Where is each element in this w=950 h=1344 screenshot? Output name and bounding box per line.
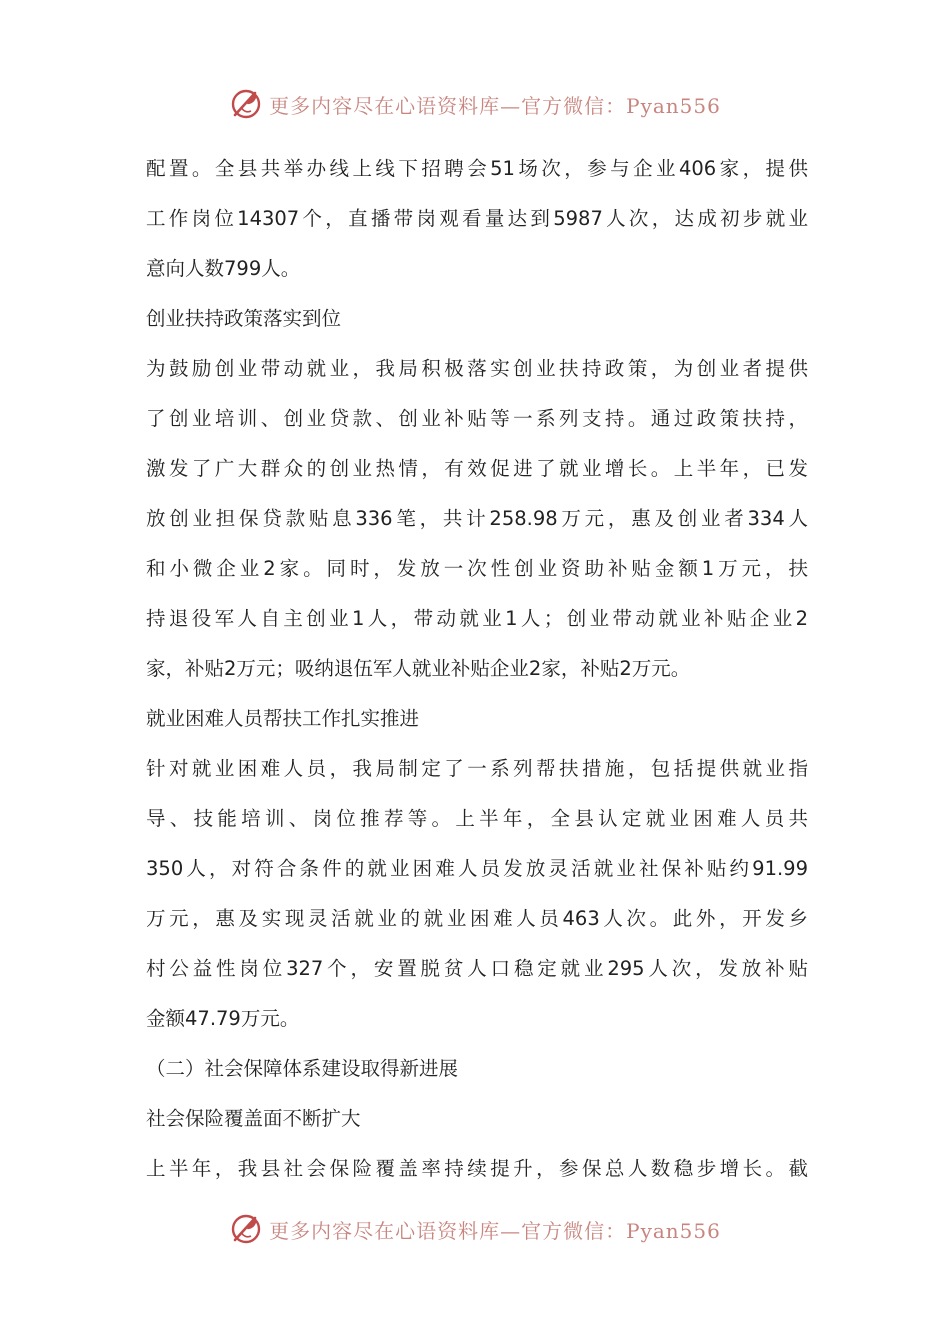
body-line-16: 万元，惠及实现灵活就业的就业困难人员463人次。此外，开发乡	[146, 907, 808, 930]
body-line-8: 放创业担保贷款贴息336笔，共计258.98万元，惠及创业者334人	[146, 507, 808, 530]
body-line-18: 金额47.79万元。	[146, 1007, 300, 1030]
footer-banner-text: 更多内容尽在心语资料库—官方微信：Pyan556	[269, 1218, 721, 1243]
body-line-1: 配置。全县共举办线上线下招聘会51场次，参与企业406家，提供	[146, 157, 808, 180]
body-line-6: 了创业培训、创业贷款、创业补贴等一系列支持。通过政策扶持，	[146, 407, 808, 430]
footer-banner	[0, 1209, 950, 1249]
body-line-10: 持退役军人自主创业1人，带动就业1人；创业带动就业补贴企业2	[146, 607, 808, 630]
body-line-7: 激发了广大群众的创业热情，有效促进了就业增长。上半年，已发	[146, 457, 808, 480]
subsection-heading-insurance-coverage: 社会保险覆盖面不断扩大	[146, 1107, 361, 1130]
body-line-9: 和小微企业2家。同时，发放一次性创业资助补贴金额1万元，扶	[146, 557, 808, 580]
body-line-17: 村公益性岗位327个，安置脱贫人口稳定就业295人次，发放补贴	[146, 957, 808, 980]
section-heading-employment-assistance: 就业困难人员帮扶工作扎实推进	[146, 707, 420, 730]
section-heading-entrepreneurship: 创业扶持政策落实到位	[146, 307, 342, 330]
body-line-5: 为鼓励创业带动就业，我局积极落实创业扶持政策，为创业者提供	[146, 357, 808, 380]
body-line-15: 350人，对符合条件的就业困难人员发放灵活就业社保补贴约91.99	[146, 857, 808, 880]
header-banner	[0, 84, 950, 124]
header-banner-text: 更多内容尽在心语资料库—官方微信：Pyan556	[269, 93, 721, 118]
section-heading-social-security: （二）社会保障体系建设取得新进展	[146, 1057, 459, 1080]
body-line-3: 意向人数799人。	[146, 257, 301, 280]
body-line-21: 上半年，我县社会保险覆盖率持续提升，参保总人数稳步增长。截	[146, 1157, 808, 1180]
document-body	[146, 146, 808, 1196]
body-line-11: 家，补贴2万元；吸纳退伍军人就业补贴企业2家，补贴2万元。	[146, 657, 691, 680]
body-line-2: 工作岗位14307个，直播带岗观看量达到5987人次，达成初步就业	[146, 207, 808, 230]
body-line-13: 针对就业困难人员，我局制定了一系列帮扶措施，包括提供就业指	[146, 757, 808, 780]
quill-logo-icon	[229, 87, 263, 121]
body-line-14: 导、技能培训、岗位推荐等。上半年，全县认定就业困难人员共	[146, 807, 808, 830]
quill-logo-icon	[229, 1212, 263, 1246]
